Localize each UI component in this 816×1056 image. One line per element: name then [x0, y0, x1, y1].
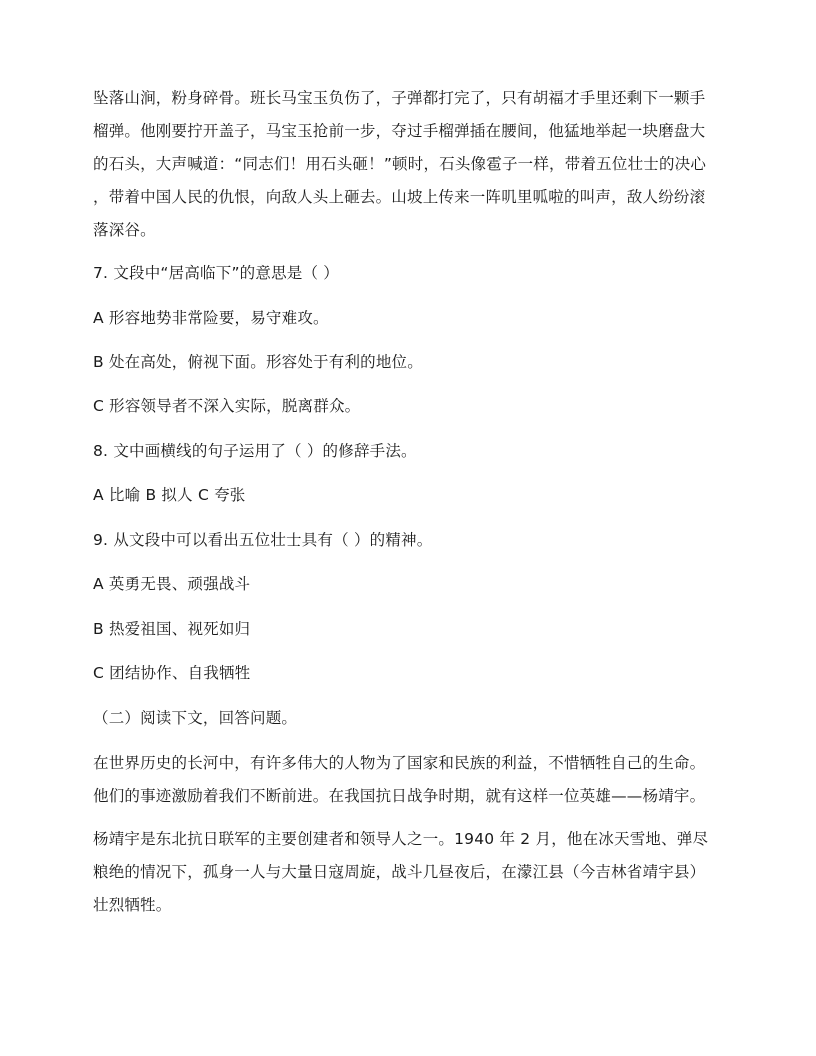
question-9: 9. 从文段中可以看出五位壮士具有（ ）的精神。	[93, 531, 433, 549]
section-2-heading: （二）阅读下文，回答问题。	[93, 709, 298, 727]
q7-option-c: C 形容领导者不深入实际，脱离群众。	[93, 397, 361, 415]
paragraph-line: 在世界历史的长河中，有许多伟大的人物为了国家和民族的利益，不惜牺牲自己的生命。	[93, 754, 706, 772]
paragraph-line: 壮烈牺牲。	[93, 896, 172, 914]
q9-option-c: C 团结协作、自我牺牲	[93, 664, 251, 682]
section-2-paragraph-1	[93, 747, 733, 813]
passage-line: 榴弹。他刚要拧开盖子，马宝玉抢前一步，夺过手榴弹插在腰间，他猛地举起一块磨盘大	[93, 122, 706, 140]
q9-option-b: B 热爱祖国、视死如归	[93, 620, 251, 638]
q7-option-b: B 处在高处，俯视下面。形容处于有利的地位。	[93, 353, 423, 371]
passage-line: 的石头，大声喊道：“同志们！用石头砸！”顿时，石头像雹子一样，带着五位壮士的决心	[93, 155, 707, 173]
passage-paragraph	[93, 82, 733, 247]
section-2-paragraph-2	[93, 823, 733, 922]
q8-options: A 比喻 B 拟人 C 夸张	[93, 486, 246, 504]
passage-line: 落深谷。	[93, 221, 156, 239]
passage-line: ，带着中国人民的仇恨，向敌人头上砸去。山坡上传来一阵叽里呱啦的叫声，敌人纷纷滚	[93, 188, 706, 206]
paragraph-line: 他们的事迹激励着我们不断前进。在我国抗日战争时期，就有这样一位英雄——杨靖宇。	[93, 787, 706, 805]
paragraph-line: 杨靖宇是东北抗日联军的主要创建者和领导人之一。1940 年 2 月，他在冰天雪地、弹尽	[93, 830, 709, 848]
q7-option-a: A 形容地势非常险要，易守难攻。	[93, 309, 329, 327]
passage-line: 坠落山涧，粉身碎骨。班长马宝玉负伤了，子弹都打完了，只有胡福才手里还剩下一颗手	[93, 89, 706, 107]
paragraph-line: 粮绝的情况下，孤身一人与大量日寇周旋，战斗几昼夜后，在濛江县（今吉林省靖宇县）	[93, 863, 706, 881]
question-7: 7. 文段中“居高临下”的意思是（ ）	[93, 264, 340, 282]
q9-option-a: A 英勇无畏、顽强战斗	[93, 575, 251, 593]
question-8: 8. 文中画横线的句子运用了（ ）的修辞手法。	[93, 442, 417, 460]
